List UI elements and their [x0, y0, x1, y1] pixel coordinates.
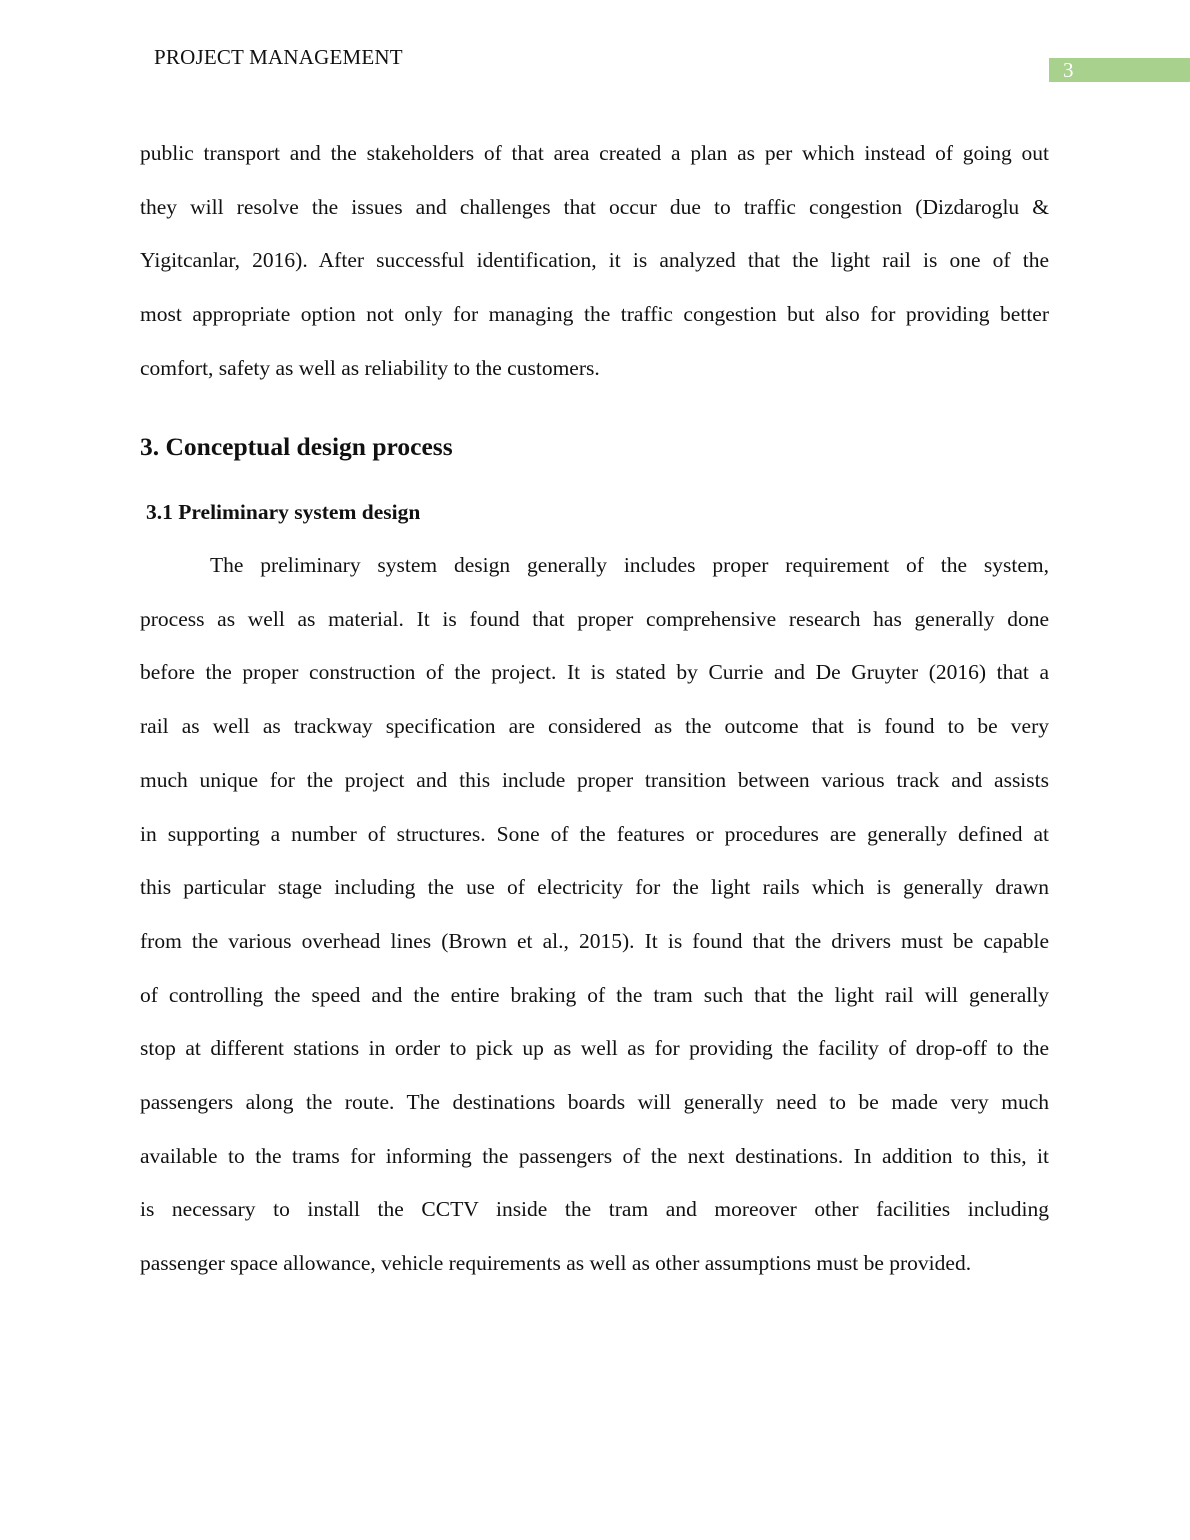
- paragraph-line: from the various overhead lines (Brown et al., 2015). It is found that the drivers must be capable: [140, 928, 1049, 953]
- page-number: 3: [1063, 58, 1074, 82]
- paragraph-line: stop at different stations in order to pick up as well as for providing the facility of drop-off to the: [140, 1036, 1049, 1061]
- paragraph-line: process as well as material. It is found that proper comprehensive research has generally done: [140, 606, 1049, 631]
- paragraph-line: The preliminary system design generally includes proper requirement of the system,: [210, 553, 1049, 577]
- paragraph-line: this particular stage including the use of electricity for the light rails which is generally drawn: [140, 875, 1049, 900]
- paragraph-line: in supporting a number of structures. Sone of the features or procedures are generally defined at: [140, 821, 1049, 846]
- subsection-heading: 3.1 Preliminary system design: [146, 500, 421, 524]
- intro-paragraph: [140, 127, 1049, 396]
- design-paragraph: [140, 539, 1049, 1291]
- paragraph-line: rail as well as trackway specification are considered as the outcome that is found to be very: [140, 714, 1049, 739]
- paragraph-line: comfort, safety as well as reliability to the customers.: [140, 355, 600, 380]
- paragraph-line: much unique for the project and this include proper transition between various track and assists: [140, 767, 1049, 792]
- paragraph-line: they will resolve the issues and challenges that occur due to traffic congestion (Dizdaroglu &: [140, 194, 1049, 219]
- paragraph-line: passengers along the route. The destinations boards will generally need to be made very much: [140, 1090, 1049, 1115]
- paragraph-line: before the proper construction of the project. It is stated by Currie and De Gruyter (2016) that a: [140, 660, 1049, 685]
- section-heading: 3. Conceptual design process: [140, 432, 453, 461]
- paragraph-line: Yigitcanlar, 2016). After successful identification, it is analyzed that the light rail is one of the: [140, 248, 1049, 273]
- paragraph-line: public transport and the stakeholders of that area created a plan as per which instead of going out: [140, 141, 1049, 165]
- paragraph-line: of controlling the speed and the entire braking of the tram such that the light rail will generally: [140, 982, 1049, 1007]
- paragraph-line: available to the trams for informing the passengers of the next destinations. In addition to this, it: [140, 1143, 1049, 1168]
- running-head: PROJECT MANAGEMENT: [154, 45, 403, 69]
- paragraph-line: is necessary to install the CCTV inside the tram and moreover other facilities including: [140, 1197, 1049, 1222]
- paragraph-line: passenger space allowance, vehicle requirements as well as other assumptions must be provided.: [140, 1251, 972, 1276]
- page-number-badge: [1049, 58, 1190, 82]
- paragraph-line: most appropriate option not only for managing the traffic congestion but also for providing better: [140, 302, 1049, 327]
